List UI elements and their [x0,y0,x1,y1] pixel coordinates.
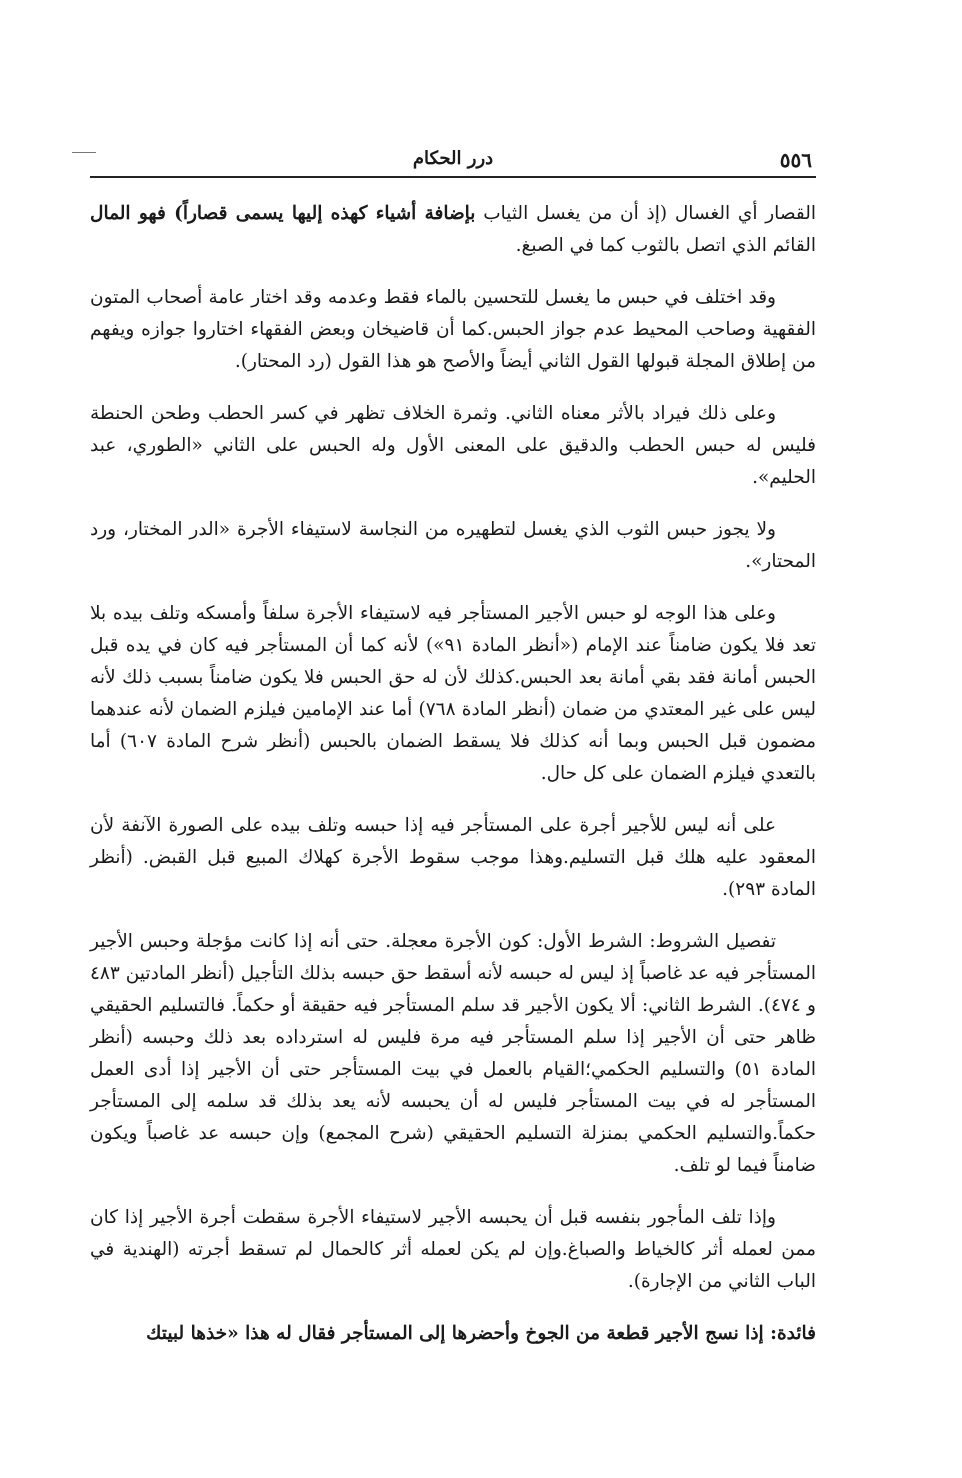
paragraph-3: وعلى ذلك فيراد بالأثر معناه الثاني. وثمرة الخلاف تظهر في كسر الحطب وطحن الحنطة فليس له حبس الحطب والدقيق على المعنى الأول وله الحبس على الثاني «الطوري، عبد الحليم». [90,403,816,488]
paragraph-1-end: القائم الذي اتصل بالثوب كما في الصبغ. [515,235,816,256]
running-title: درر الحكام [412,148,494,169]
paragraph-5: وعلى هذا الوجه لو حبس الأجير المستأجر فيه لاستيفاء الأجرة سلفاً وأمسكه وتلف بيده بلا تعد فلا يكون ضامناً عند الإمام («أنظر المادة ٩١») لأنه كما أن المستأجر فيه كان في يده قبل الحبس أمانة فقد بقي أمانة بعد الحبس.كذلك لأن له حق الحبس فلا يكون ضامناً بسبب ذلك لأنه ليس على غير المعتدي من ضمان (أنظر المادة ٧٦٨) أما عند الإمامين فيلزم الضمان لأنه عندهما مضمون قبل الحبس وبما أنه كذلك فلا يسقط الضمان بالحبس (أنظر شرح المادة ٦٠٧) أما بالتعدي فيلزم الضمان على كل حال. [90,603,816,784]
paragraph-1-start: القصار أي الغسال (إذ أن من يغسل الثياب [475,203,816,224]
paragraph-4: ولا يجوز حبس الثوب الذي يغسل لتطهيره من النجاسة لاستيفاء الأجرة «الدر المختار، ورد المحتار». [90,519,816,572]
note-paragraph: فائدة: إذا نسج الأجير قطعة من الجوخ وأحضرها إلى المستأجر فقال له هذا «خذها لبيتك [146,1323,816,1344]
page-number: ٥٥٦ [779,148,812,172]
paragraph-6: على أنه ليس للأجير أجرة على المستأجر فيه إذا حبسه وتلف بيده على الصورة الآنفة لأن المعقود عليه هلك قبل التسليم.وهذا موجب سقوط الأجرة كهلاك المبيع قبل القبض. (أنظر المادة ٢٩٣). [90,815,816,900]
paragraph-1-bold-phrase: بإضافة أشياء كهذه إليها يسمى قصاراً) فهو المال [90,203,476,224]
body-text [90,198,816,1370]
paragraph-2: وقد اختلف في حبس ما يغسل للتحسين بالماء فقط وعدمه وقد اختار عامة أصحاب المتون الفقهية وصاحب المحيط عدم جواز الحبس.كما أن قاضيخان وبعض الفقهاء اختاروا جوازه ويفهم من إطلاق المجلة قبولها القول الثاني أيضاً والأصح هو هذا القول (رد المحتار). [90,287,816,372]
paragraph-1 [90,198,816,262]
paragraph-7: تفصيل الشروط: الشرط الأول: كون الأجرة معجلة. حتى أنه إذا كانت مؤجلة وحبس الأجير المستأجر فيه عد غاصباً إذ ليس له حبسه لأنه أسقط حق حبسه بذلك التأجيل (أنظر المادتين ٤٨٣ و ٤٧٤). الشرط الثاني: ألا يكون الأجير قد سلم المستأجر فيه حقيقة أو حكماً. فالتسليم الحقيقي ظاهر حتى أن الأجير إذا سلم المستأجر فيه مرة فليس له استرداده بعد ذلك وحبسه (أنظر المادة ٥١) والتسليم الحكمي؛القيام بالعمل في بيت المستأجر حتى أن الأجير إذا أدى العمل المستأجر له في بيت المستأجر فليس له أن يحبسه لأنه يعد بذلك قد سلمه إلى المستأجر حكماً.والتسليم الحكمي بمنزلة التسليم الحقيقي (شرح المجمع) وإن حبسه عد غاصباً ويكون ضامناً فيما لو تلف. [90,931,817,1176]
page-header [90,142,816,178]
paragraph-8: وإذا تلف المأجور بنفسه قبل أن يحبسه الأجير لاستيفاء الأجرة سقطت أجرة الأجير إذا كان ممن لعمله أثر كالخياط والصباغ.وإن لم يكن لعمله أثر كالحمال لم تسقط أجرته (الهندية في الباب الثاني من الإجارة). [90,1207,816,1292]
